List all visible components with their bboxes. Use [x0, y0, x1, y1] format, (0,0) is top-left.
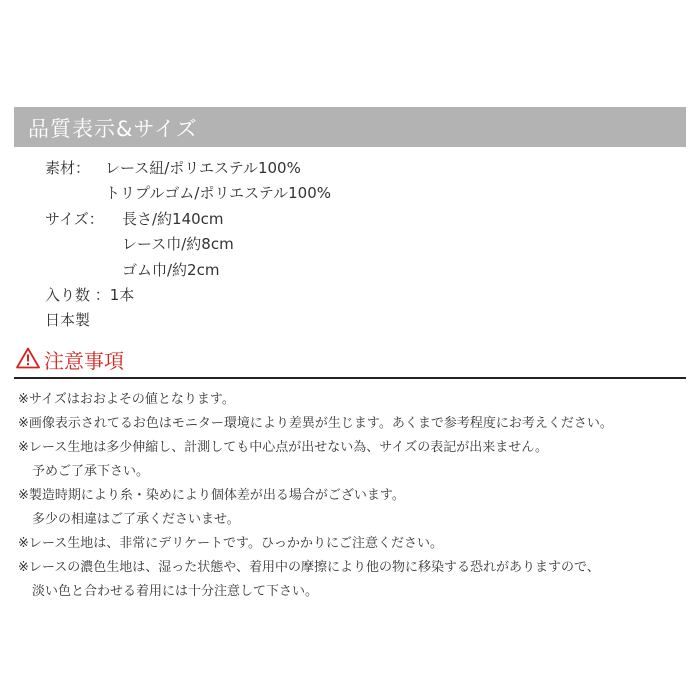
notes-title: 注意事項 [44, 349, 124, 373]
notes-header [14, 345, 686, 379]
note-line: ※レース生地は、非常にデリケートです。ひっかかりにご注意ください。 [18, 536, 443, 551]
quantity-text: 入り数 ：1本 [45, 286, 135, 304]
note-line: ※レースの濃色生地は、湿った状態や、着用中の摩擦により他の物に移染する恐れがありますので、 [18, 560, 600, 575]
note-line: 淡い色と合わせる着用には十分注意して下さい。 [32, 584, 319, 599]
note-line: ※サイズはおおよその値となります。 [18, 392, 235, 407]
size-value-1: 長さ/約140cm [122, 210, 224, 228]
note-line: ※製造時期により糸・染めにより個体差が出る場合がございます。 [18, 488, 405, 503]
material-value-1: レース紐/ポリエステル100% [105, 159, 301, 177]
note-line: 多少の相違はご了承くださいませ。 [32, 512, 240, 527]
note-line: ※レース生地は多少伸縮し、計測しても中心点が出せない為、サイズの表記が出来ません。 [18, 440, 548, 455]
note-line: 予めご了承下さい。 [32, 464, 150, 479]
origin-text: 日本製 [45, 311, 91, 329]
section-header-bar [14, 107, 686, 147]
size-value-2: レース巾/約8cm [122, 235, 234, 253]
material-value-2: トリプルゴム/ポリエステル100% [105, 184, 331, 202]
size-value-3: ゴム巾/約2cm [122, 261, 220, 279]
section-title: 品質表示&サイズ [28, 117, 198, 141]
material-label: 素材： [45, 159, 91, 177]
size-label: サイズ： [45, 210, 104, 228]
note-line: ※画像表示されてるお色はモニター環境により差異が生じます。あくまで参考程度にお考えください。 [18, 416, 613, 431]
notes-list [18, 388, 613, 604]
warning-triangle-icon [16, 347, 40, 369]
